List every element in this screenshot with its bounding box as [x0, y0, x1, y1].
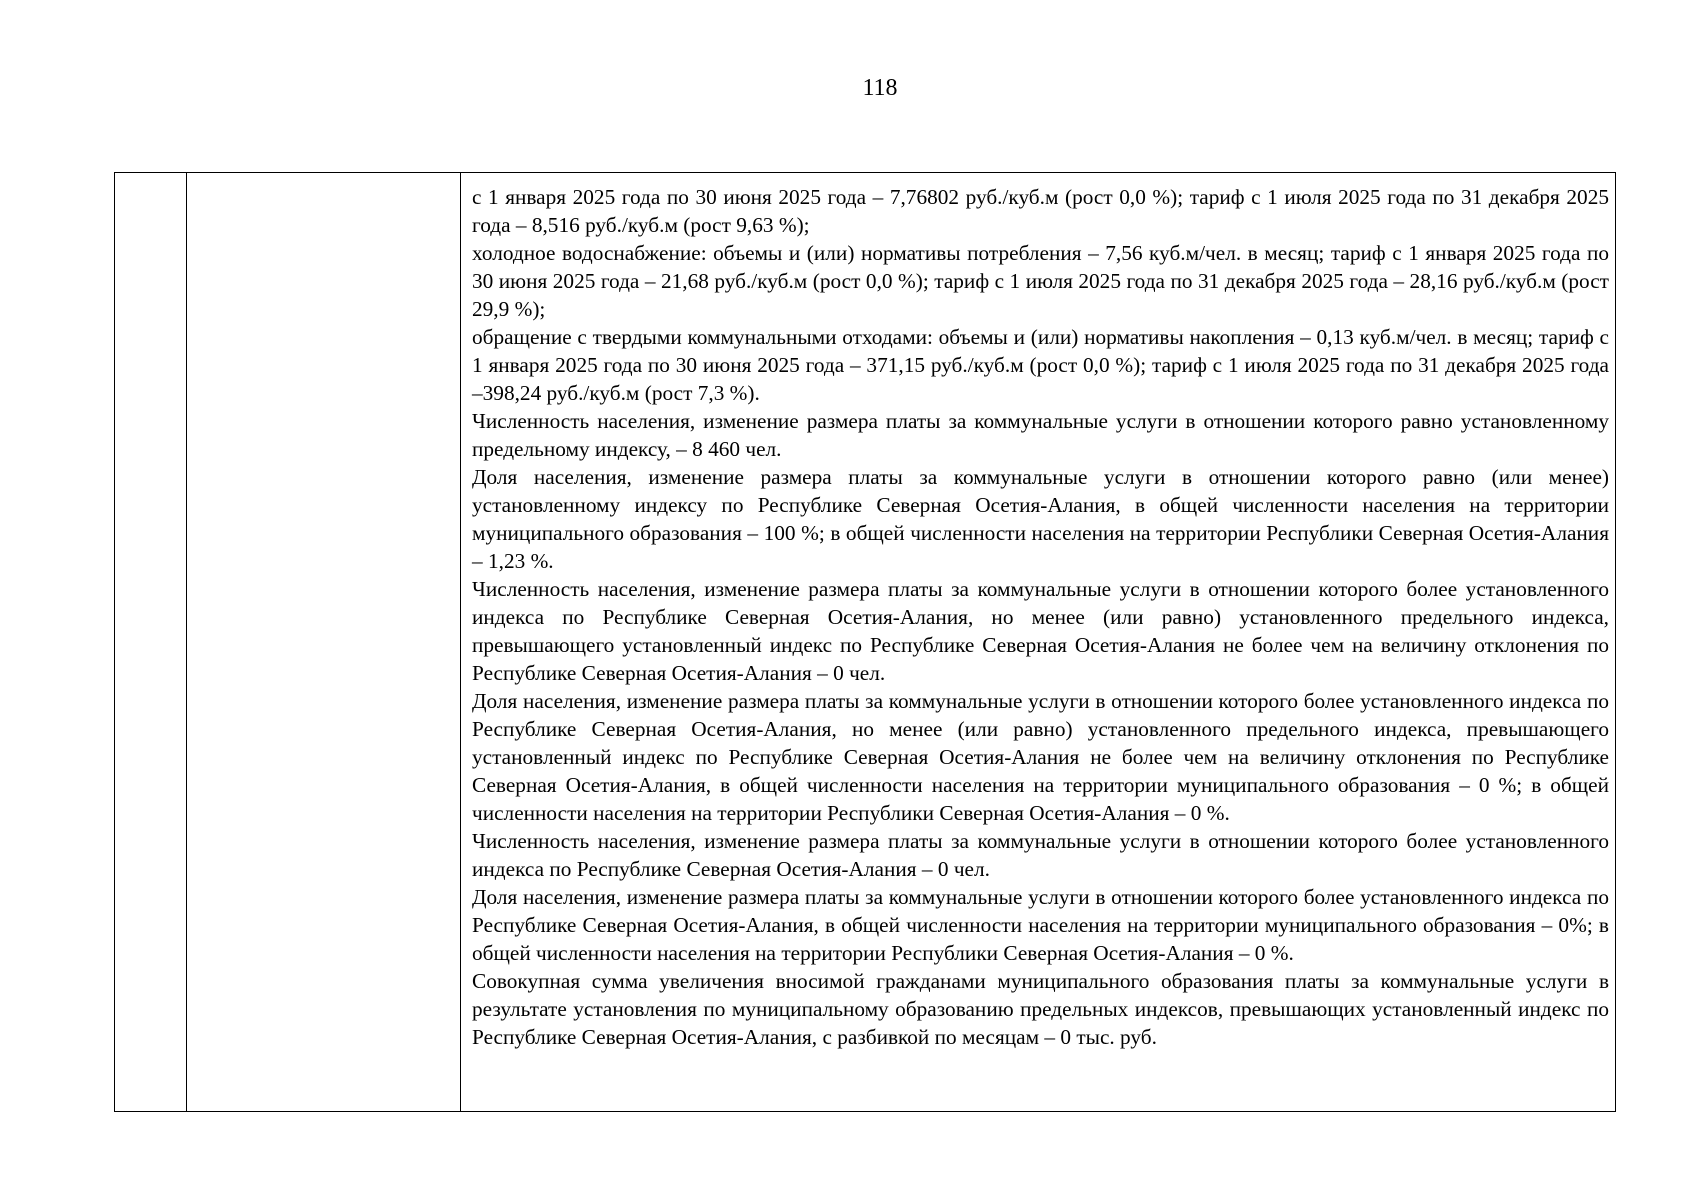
paragraph: обращение с твердыми коммунальными отходами: объемы и (или) нормативы накопления – 0,13 куб.м/чел. в месяц; тариф с 1 января 2025 года по 30 июня 2025 года – 371,15 руб./куб.м (рост 0,0 %); тариф с 1 июля 2025 года по 31 декабря 2025 года –398,24 руб./куб.м (рост 7,3 %).	[472, 325, 1609, 405]
paragraph: с 1 января 2025 года по 30 июня 2025 года – 7,76802 руб./куб.м (рост 0,0 %); тариф с 1 июля 2025 года по 31 декабря 2025 года – 8,516 руб./куб.м (рост 9,63 %);	[472, 185, 1609, 237]
table-row	[115, 173, 1616, 1112]
paragraph: Доля населения, изменение размера платы за коммунальные услуги в отношении которого более установленного индекса по Республике Северная Осетия-Алания, в общей численности населения на территории муниципального образования – 0%; в общей численности населения на территории Республики Северная Осетия-Алания – 0 %.	[472, 885, 1609, 965]
paragraph: Совокупная сумма увеличения вносимой гражданами муниципального образования платы за коммунальные услуги в результате установления по муниципальному образованию предельных индексов, превышающих установленный индекс по Республике Северная Осетия-Алания, с разбивкой по месяцам – 0 тыс. руб.	[472, 969, 1609, 1049]
document-table	[114, 172, 1616, 1112]
paragraph: Доля населения, изменение размера платы за коммунальные услуги в отношении которого равно (или менее) установленному индексу по Республике Северная Осетия-Алания, в общей численности населения на территории муниципального образования – 100 %; в общей численности населения на территории Республики Северная Осетия-Алания – 1,23 %.	[472, 465, 1609, 573]
paragraph: Численность населения, изменение размера платы за коммунальные услуги в отношении которого более установленного индекса по Республике Северная Осетия-Алания – 0 чел.	[472, 829, 1609, 881]
table-cell-number	[115, 173, 187, 1112]
table-cell-name	[187, 173, 461, 1112]
table-cell-content	[461, 173, 1616, 1112]
paragraph: Доля населения, изменение размера платы за коммунальные услуги в отношении которого более установленного индекса по Республике Северная Осетия-Алания, но менее (или равно) установленного предельного индекса, превышающего установленный индекс по Республике Северная Осетия-Алания не более чем на величину отклонения по Республике Северная Осетия-Алания, в общей численности населения на территории муниципального образования – 0 %; в общей численности населения на территории Республики Северная Осетия-Алания – 0 %.	[472, 689, 1609, 825]
page-number: 118	[862, 75, 898, 101]
paragraph: Численность населения, изменение размера платы за коммунальные услуги в отношении которого более установленного индекса по Республике Северная Осетия-Алания, но менее (или равно) установленного предельного индекса, превышающего установленный индекс по Республике Северная Осетия-Алания не более чем на величину отклонения по Республике Северная Осетия-Алания – 0 чел.	[472, 577, 1609, 685]
paragraph: холодное водоснабжение: объемы и (или) нормативы потребления – 7,56 куб.м/чел. в месяц; тариф с 1 января 2025 года по 30 июня 2025 года – 21,68 руб./куб.м (рост 0,0 %); тариф с 1 июля 2025 года по 31 декабря 2025 года – 28,16 руб./куб.м (рост 29,9 %);	[472, 241, 1609, 321]
paragraph: Численность населения, изменение размера платы за коммунальные услуги в отношении которого равно установленному предельному индексу, – 8 460 чел.	[472, 409, 1609, 461]
